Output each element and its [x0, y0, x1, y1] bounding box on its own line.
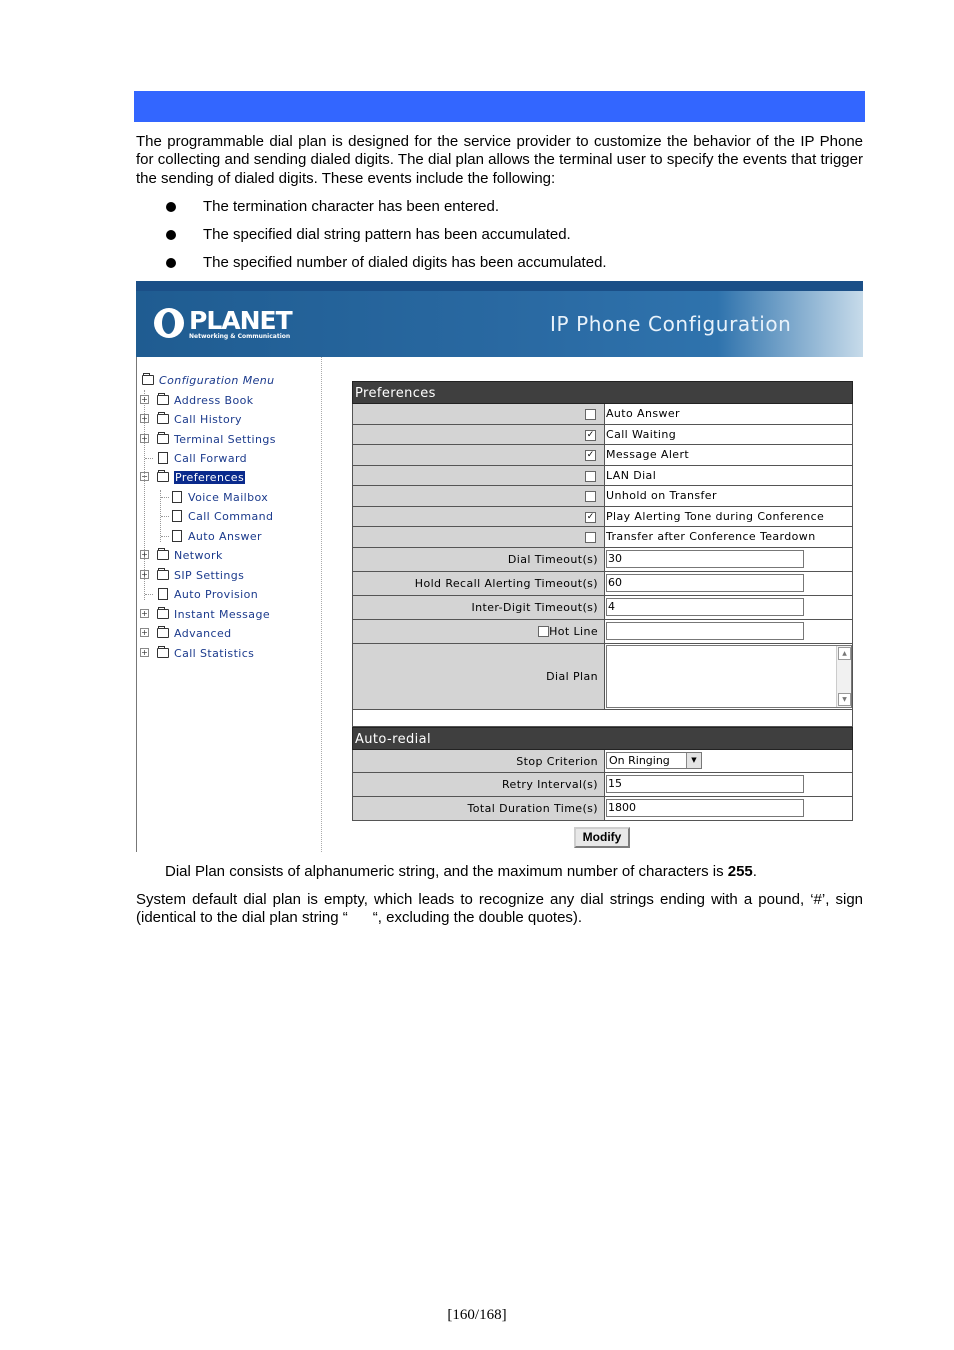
field-label: Hold Recall Alerting Timeout(s) [414, 577, 598, 590]
expand-icon[interactable]: + [141, 550, 148, 559]
config-screenshot [136, 281, 863, 852]
document-icon [172, 530, 182, 542]
page-number: [160/168] [447, 1307, 507, 1323]
menu-item-label: Network [174, 549, 223, 562]
field-label: Stop Criterion [516, 755, 598, 768]
option-label: Call Waiting [606, 428, 677, 441]
pref-row-hot-line [352, 620, 853, 644]
bullet-icon [166, 258, 176, 268]
menu-item-label: Voice Mailbox [188, 491, 269, 504]
hot-line-input[interactable] [606, 622, 804, 640]
expand-icon[interactable]: + [141, 628, 148, 637]
scroll-up-icon[interactable]: ▲ [838, 647, 851, 660]
app-header [136, 281, 863, 357]
section-heading-bar [134, 91, 865, 122]
bullet-text: The specified number of dialed digits has been accumulated. [203, 254, 607, 271]
menu-item-label: Address Book [174, 394, 254, 407]
spacer-row [352, 710, 853, 727]
folder-icon [157, 414, 169, 424]
hot-line-checkbox[interactable] [538, 626, 549, 637]
dial-plan-textarea[interactable] [606, 645, 852, 708]
folder-icon [157, 550, 169, 560]
note-text: Dial Plan consists of alphanumeric string, and the maximum number of characters is [165, 863, 728, 880]
total-duration-input[interactable]: 1800 [606, 799, 804, 817]
chevron-down-icon[interactable]: ▼ [686, 753, 701, 768]
folder-icon [157, 434, 169, 444]
redial-row-stop [352, 750, 853, 773]
hold-recall-input[interactable]: 60 [606, 574, 804, 592]
bullet-icon [166, 230, 176, 240]
scrollbar[interactable] [836, 646, 851, 707]
checkbox[interactable] [585, 409, 596, 420]
pref-row-inter-digit [352, 596, 853, 620]
expand-icon[interactable]: + [141, 434, 148, 443]
folder-icon [157, 628, 169, 638]
folder-icon [157, 570, 169, 580]
document-icon [158, 588, 168, 600]
checkbox[interactable] [585, 532, 596, 543]
default-paragraph: System default dial plan is empty, which leads to recognize any dial strings ending with a pound, ‘#’, sign (identical to the dial plan string “ “, excluding the double quotes). [136, 891, 868, 927]
menu-item-label: Terminal Settings [174, 433, 276, 446]
folder-icon [157, 395, 169, 405]
document-icon [172, 510, 182, 522]
field-label: Dial Plan [546, 670, 598, 683]
pref-row-dial-timeout [352, 548, 853, 572]
pref-row-message-alert [352, 445, 853, 466]
document-icon [172, 491, 182, 503]
menu-root-label: Configuration Menu [159, 374, 275, 387]
checkbox[interactable] [585, 471, 596, 482]
menu-item-label: Call History [174, 413, 242, 426]
option-label: Play Alerting Tone during Conference [606, 510, 825, 523]
note-paragraph [165, 863, 865, 881]
menu-item-label: Advanced [174, 627, 232, 640]
intro-paragraph: The programmable dial plan is designed for the service provider to customize the behavior of the IP Phone for collecting and sending dialed digits. The dial plan allows the terminal user to specify the events that trigger the sending of dialed digits. These events include the following: [136, 133, 863, 187]
option-label: Transfer after Conference Teardown [606, 530, 816, 543]
pref-row-dial-plan [352, 644, 853, 710]
option-label: LAN Dial [606, 469, 657, 482]
pref-row-lan-dial [352, 466, 853, 486]
menu-item-label: Call Forward [174, 452, 248, 465]
menu-item-label: Auto Answer [188, 530, 262, 543]
pref-row-transfer-teardown [352, 527, 853, 548]
pref-row-unhold [352, 486, 853, 507]
logo-tagline: Networking & Communication [189, 333, 291, 340]
auto-redial-header: Auto-redial [352, 727, 853, 750]
pref-row-hold-recall [352, 572, 853, 596]
expand-icon[interactable]: + [141, 570, 148, 579]
note-end: . [752, 863, 757, 880]
scroll-down-icon[interactable]: ▼ [838, 693, 851, 706]
bullet-icon [166, 202, 176, 212]
app-title: IP Phone Configuration [550, 312, 792, 336]
folder-open-icon [142, 375, 154, 385]
bullet-text: The termination character has been entered. [203, 198, 500, 215]
menu-item-label: SIP Settings [174, 569, 245, 582]
planet-logo-icon [154, 308, 184, 338]
expand-icon[interactable]: + [141, 648, 148, 657]
checkbox[interactable]: ✓ [586, 430, 595, 440]
redial-row-total [352, 797, 853, 821]
checkbox[interactable]: ✓ [586, 512, 595, 522]
expand-icon[interactable]: + [141, 609, 148, 618]
config-menu [136, 357, 322, 852]
bullet-text: The specified dial string pattern has been accumulated. [203, 226, 571, 243]
pref-row-auto-answer [352, 404, 853, 425]
field-label: Inter-Digit Timeout(s) [471, 601, 598, 614]
menu-item-label: Instant Message [174, 608, 270, 621]
expand-icon[interactable]: + [141, 414, 148, 423]
folder-icon [157, 609, 169, 619]
inter-digit-input[interactable]: 4 [606, 598, 804, 616]
option-label: Message Alert [606, 448, 690, 461]
folder-icon [157, 648, 169, 658]
option-label: Auto Answer [606, 407, 680, 420]
field-label: Total Duration Time(s) [467, 802, 598, 815]
select-value: On Ringing [609, 754, 670, 767]
expand-icon[interactable]: + [141, 395, 148, 404]
menu-item-label: Call Statistics [174, 647, 255, 660]
folder-open-icon [157, 472, 169, 482]
redial-row-retry [352, 773, 853, 797]
field-label: Hot Line [549, 625, 598, 638]
menu-item-label: Preferences [175, 471, 245, 484]
pref-row-call-waiting [352, 425, 853, 445]
document-icon [158, 452, 168, 464]
checkbox[interactable] [585, 491, 596, 502]
menu-item-label: Call Command [188, 510, 274, 523]
preferences-header: Preferences [352, 381, 853, 404]
modify-button[interactable]: Modify [574, 827, 630, 848]
checkbox[interactable]: ✓ [586, 450, 595, 460]
pref-row-alert-tone [352, 507, 853, 527]
retry-interval-input[interactable]: 15 [606, 775, 804, 793]
field-label: Dial Timeout(s) [507, 553, 598, 566]
stop-criterion-select[interactable] [606, 752, 702, 769]
option-label: Unhold on Transfer [606, 489, 717, 502]
menu-item-label: Auto Provision [174, 588, 259, 601]
dial-timeout-input[interactable]: 30 [606, 550, 804, 568]
collapse-icon[interactable]: − [141, 472, 148, 481]
note-max-chars: 255 [727, 863, 753, 880]
logo-name: PLANET [189, 306, 292, 335]
field-label: Retry Interval(s) [502, 778, 598, 791]
